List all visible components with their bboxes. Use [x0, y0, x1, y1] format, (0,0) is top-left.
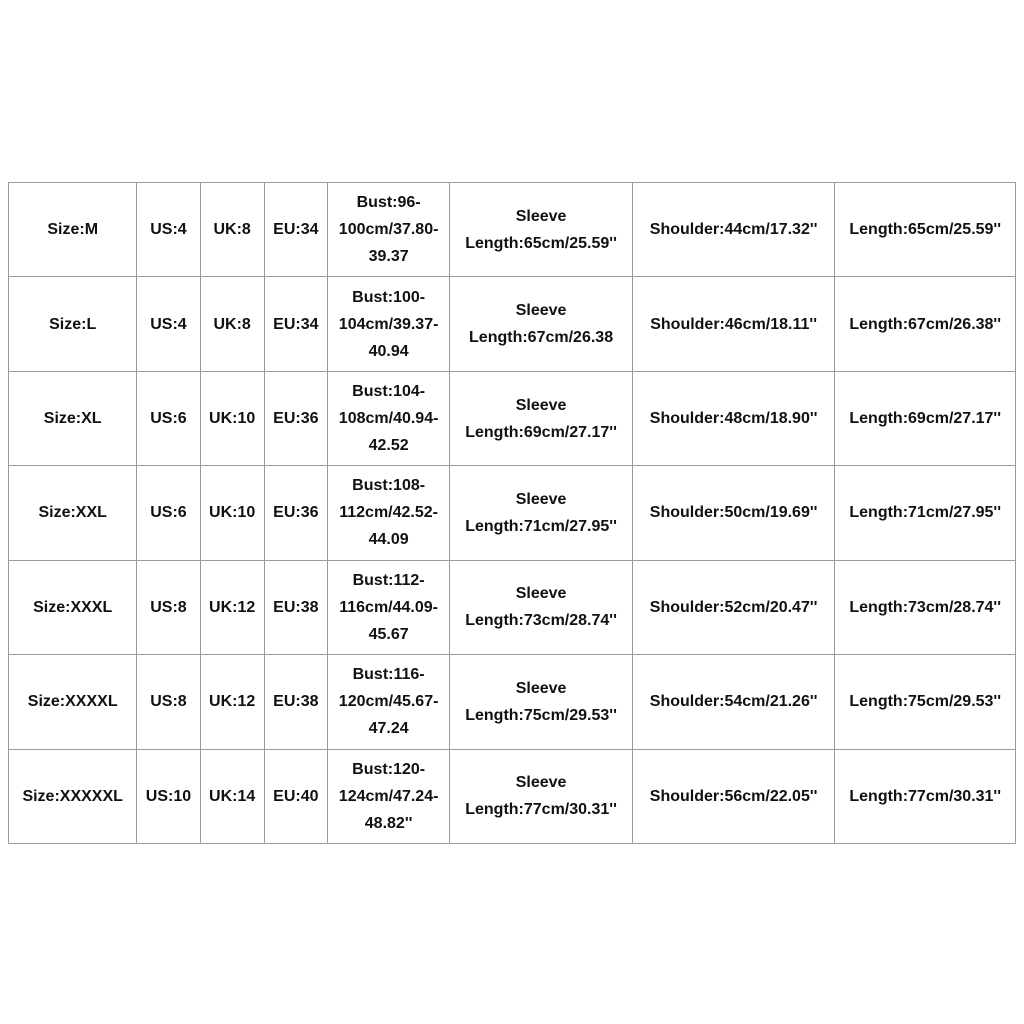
table-row: [9, 655, 1016, 749]
bust-line: 40.94: [368, 342, 409, 360]
shoulder-cell: Shoulder:48cm/18.90'': [632, 371, 835, 465]
shoulder-cell: Shoulder:56cm/22.05'': [632, 749, 835, 843]
bust-line: 112cm/42.52-: [339, 504, 438, 522]
sleeve-line: Sleeve: [515, 585, 567, 603]
bust-line: Bust:104-: [352, 383, 426, 401]
sleeve-cell: [450, 655, 633, 749]
size-cell: Size:XXXXL: [9, 655, 137, 749]
bust-line: Bust:120-: [352, 760, 426, 778]
size-cell: Size:L: [9, 277, 137, 371]
us-cell: US:4: [137, 183, 200, 277]
bust-line: 47.24: [368, 720, 409, 738]
shoulder-cell: Shoulder:50cm/19.69'': [632, 466, 835, 560]
shoulder-cell: Shoulder:52cm/20.47'': [632, 560, 835, 654]
sleeve-line: Sleeve: [515, 774, 567, 792]
table-row: [9, 560, 1016, 654]
length-cell: Length:71cm/27.95'': [835, 466, 1016, 560]
eu-cell: EU:34: [264, 183, 327, 277]
sleeve-line: Length:67cm/26.38: [469, 329, 614, 347]
size-chart-rows: [9, 183, 1016, 844]
size-cell: Size:XXXXXL: [9, 749, 137, 843]
bust-cell: [327, 277, 449, 371]
bust-line: Bust:116-: [352, 666, 425, 684]
table-row: [9, 371, 1016, 465]
sleeve-line: Length:73cm/28.74'': [465, 612, 617, 630]
uk-cell: UK:10: [200, 371, 264, 465]
table-row: [9, 466, 1016, 560]
bust-line: 100cm/37.80-: [338, 221, 439, 239]
table-row: [9, 277, 1016, 371]
bust-line: Bust:100-: [352, 288, 426, 306]
us-cell: US:4: [137, 277, 200, 371]
us-cell: US:6: [137, 466, 200, 560]
size-cell: Size:M: [9, 183, 137, 277]
bust-cell: [327, 560, 449, 654]
size-cell: Size:XL: [9, 371, 137, 465]
uk-cell: UK:14: [200, 749, 264, 843]
uk-cell: UK:8: [200, 277, 264, 371]
bust-line: Bust:96-: [356, 194, 421, 212]
eu-cell: EU:36: [264, 466, 327, 560]
us-cell: US:8: [137, 560, 200, 654]
bust-line: 108cm/40.94-: [338, 410, 439, 428]
bust-cell: [327, 655, 449, 749]
us-cell: US:8: [137, 655, 200, 749]
bust-cell: [327, 749, 449, 843]
sleeve-line: Length:77cm/30.31'': [465, 801, 617, 819]
sleeve-cell: [450, 560, 633, 654]
sleeve-line: Length:75cm/29.53'': [465, 706, 617, 724]
bust-line: 124cm/47.24-: [338, 787, 439, 805]
eu-cell: EU:40: [264, 749, 327, 843]
sleeve-cell: [450, 749, 633, 843]
uk-cell: UK:12: [200, 560, 264, 654]
bust-line: 104cm/39.37-: [338, 315, 439, 333]
sleeve-line: Sleeve: [515, 302, 567, 320]
size-cell: Size:XXXL: [9, 560, 137, 654]
uk-cell: UK:10: [200, 466, 264, 560]
bust-line: 42.52: [368, 437, 409, 455]
eu-cell: EU:38: [264, 560, 327, 654]
bust-line: 39.37: [368, 248, 409, 266]
length-cell: Length:73cm/28.74'': [835, 560, 1016, 654]
uk-cell: UK:8: [200, 183, 264, 277]
sleeve-line: Length:69cm/27.17'': [465, 423, 617, 441]
eu-cell: EU:36: [264, 371, 327, 465]
sleeve-line: Length:71cm/27.95'': [465, 517, 617, 535]
bust-cell: [327, 466, 449, 560]
size-chart-table: [8, 182, 1016, 844]
uk-cell: UK:12: [200, 655, 264, 749]
bust-line: 116cm/44.09-: [339, 598, 438, 616]
table-row: [9, 183, 1016, 277]
sleeve-line: Sleeve: [515, 207, 567, 225]
bust-line: 48.82'': [364, 814, 413, 832]
shoulder-cell: Shoulder:44cm/17.32'': [632, 183, 835, 277]
sleeve-line: Length:65cm/25.59'': [465, 234, 617, 252]
sleeve-line: Sleeve: [515, 490, 567, 508]
shoulder-cell: Shoulder:46cm/18.11'': [632, 277, 835, 371]
bust-line: 44.09: [368, 531, 409, 549]
us-cell: US:6: [137, 371, 200, 465]
us-cell: US:10: [137, 749, 200, 843]
length-cell: Length:65cm/25.59'': [835, 183, 1016, 277]
bust-cell: [327, 371, 449, 465]
sleeve-cell: [450, 466, 633, 560]
bust-line: Bust:112-: [352, 571, 425, 589]
length-cell: Length:69cm/27.17'': [835, 371, 1016, 465]
size-cell: Size:XXL: [9, 466, 137, 560]
sleeve-cell: [450, 183, 633, 277]
bust-line: 45.67: [368, 625, 409, 643]
sleeve-line: Sleeve: [515, 396, 567, 414]
length-cell: Length:67cm/26.38'': [835, 277, 1016, 371]
eu-cell: EU:38: [264, 655, 327, 749]
sleeve-cell: [450, 371, 633, 465]
bust-line: 120cm/45.67-: [338, 693, 439, 711]
sleeve-cell: [450, 277, 633, 371]
table-row: [9, 749, 1016, 843]
bust-line: Bust:108-: [352, 477, 426, 495]
sleeve-line: Sleeve: [515, 679, 567, 697]
eu-cell: EU:34: [264, 277, 327, 371]
length-cell: Length:77cm/30.31'': [835, 749, 1016, 843]
length-cell: Length:75cm/29.53'': [835, 655, 1016, 749]
shoulder-cell: Shoulder:54cm/21.26'': [632, 655, 835, 749]
bust-cell: [327, 183, 449, 277]
